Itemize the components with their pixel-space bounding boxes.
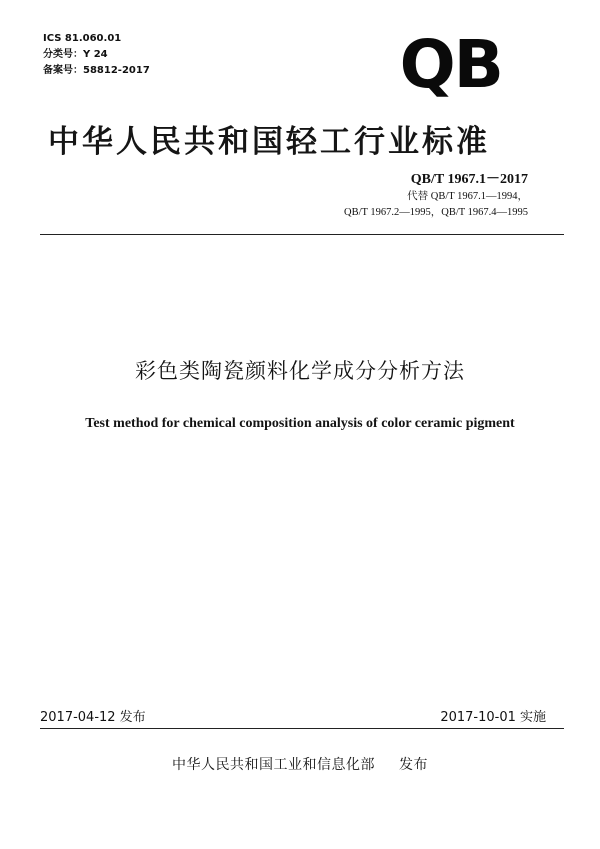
top-divider <box>40 234 564 235</box>
issuer-action: 发布 <box>399 757 428 773</box>
chinese-title: 彩色类陶瓷颜料化学成分分析方法 <box>135 359 465 383</box>
qb-logo: QB <box>399 26 502 103</box>
metadata-block <box>43 31 150 79</box>
classification-number: 分类号：Y 24 <box>43 49 108 60</box>
english-title: Test method for chemical composition analysis of color ceramic pigment <box>85 416 515 431</box>
issuer-line <box>0 754 600 774</box>
publish-date: 2017-04-12 发布 <box>40 710 146 725</box>
record-number: 备案号：58812-2017 <box>43 65 150 76</box>
bottom-divider <box>40 728 564 729</box>
issuer-name: 中华人民共和国工业和信息化部 <box>172 757 375 773</box>
ics-code: ICS 81.060.01 <box>43 33 122 44</box>
replaces-line-1: 代替 QB/T 1967.1—1994， <box>407 191 528 202</box>
replaces-line-2: QB/T 1967.2—1995，QB/T 1967.4—1995 <box>344 207 528 218</box>
standard-type-heading: 中华人民共和国轻工行业标准 <box>48 124 490 160</box>
standard-code-block <box>344 171 528 221</box>
effective-date: 2017-10-01 实施 <box>440 710 546 725</box>
standard-code: QB/T 1967.1－2017 <box>410 172 528 187</box>
